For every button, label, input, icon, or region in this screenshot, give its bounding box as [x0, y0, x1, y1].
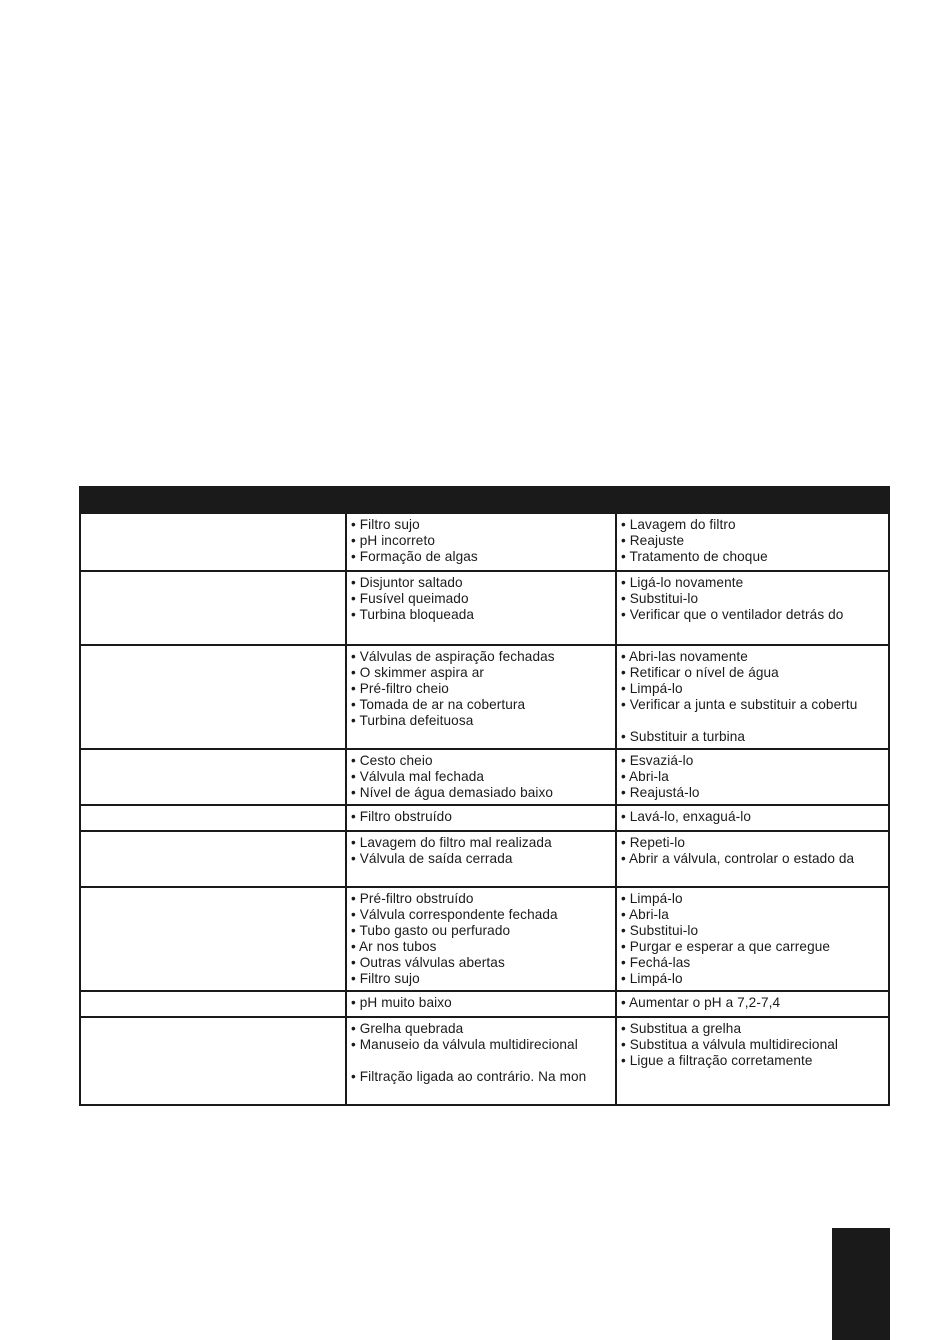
solution-item: • Abrir a válvula, controlar o estado da [621, 851, 855, 866]
problem-cell [81, 1018, 347, 1104]
cause-item [351, 1053, 611, 1069]
problem-cell [81, 806, 347, 830]
cause-cell [347, 992, 617, 1016]
cause-item: • Filtro sujo [351, 517, 420, 532]
solution-item: • Purgar e esperar a que carregue [621, 939, 831, 954]
solution-cell [617, 514, 888, 570]
solution-item: • Abri-las novamente [621, 649, 748, 664]
cause-item: • Outras válvulas abertas [351, 955, 505, 970]
solution-cell [617, 572, 888, 644]
problem-cell [81, 888, 347, 990]
cause-item: • pH incorreto [351, 533, 435, 548]
table-row [81, 570, 888, 644]
table-row [81, 748, 888, 804]
cause-item: • O skimmer aspira ar [351, 665, 484, 680]
solution-cell [617, 646, 888, 748]
page-tab-marker [832, 1228, 890, 1340]
cause-item: • Pré-filtro obstruído [351, 891, 474, 906]
cause-cell [347, 646, 617, 748]
solution-item: • Lavá-lo, enxaguá-lo [621, 809, 752, 824]
cause-item: • Válvula mal fechada [351, 769, 485, 784]
cause-item: • Grelha quebrada [351, 1021, 464, 1036]
troubleshooting-table [79, 486, 890, 1106]
table-row [81, 804, 888, 830]
solution-cell [617, 806, 888, 830]
solution-item: • Substitui-lo [621, 591, 699, 606]
cause-item: • Válvula de saída cerrada [351, 851, 513, 866]
solution-item: • Repeti-lo [621, 835, 686, 850]
cause-cell [347, 888, 617, 990]
cause-item: • Válvulas de aspiração fechadas [351, 649, 555, 664]
cause-item: • Filtro obstruído [351, 809, 452, 824]
table-row [81, 886, 888, 990]
cause-item: • Filtração ligada ao contrário. Na mon [351, 1069, 587, 1084]
solution-item: • Limpá-lo [621, 891, 683, 906]
cause-cell [347, 514, 617, 570]
cause-item: • pH muito baixo [351, 995, 452, 1010]
cause-item: • Pré-filtro cheio [351, 681, 449, 696]
solution-item: • Aumentar o pH a 7,2-7,4 [621, 995, 781, 1010]
cause-item: • Filtro sujo [351, 971, 420, 986]
table-row [81, 514, 888, 570]
problem-cell [81, 832, 347, 886]
solution-item: • Fechá-las [621, 955, 691, 970]
cause-item: • Tomada de ar na cobertura [351, 697, 526, 712]
table-header-bar [81, 488, 888, 514]
solution-cell [617, 832, 888, 886]
table-row [81, 1016, 888, 1104]
solution-item: • Abri-la [621, 907, 669, 922]
cause-item: • Lavagem do filtro mal realizada [351, 835, 552, 850]
solution-item: • Substitua a válvula multidirecional [621, 1037, 839, 1052]
table-body [81, 514, 888, 1104]
cause-item: • Turbina defeituosa [351, 713, 474, 728]
cause-cell [347, 806, 617, 830]
solution-cell [617, 750, 888, 804]
solution-item: • Esvaziá-lo [621, 753, 694, 768]
cause-cell [347, 750, 617, 804]
problem-cell [81, 646, 347, 748]
problem-cell [81, 514, 347, 570]
table-row [81, 830, 888, 886]
cause-item: • Ar nos tubos [351, 939, 437, 954]
solution-item: • Reajuste [621, 533, 685, 548]
solution-item: • Substitui-lo [621, 923, 699, 938]
solution-cell [617, 888, 888, 990]
solution-item: • Lavagem do filtro [621, 517, 736, 532]
solution-item: • Verificar a junta e substituir a cobertu [621, 697, 858, 712]
table-row [81, 990, 888, 1016]
solution-item: • Limpá-lo [621, 971, 683, 986]
solution-cell [617, 992, 888, 1016]
solution-item: • Abri-la [621, 769, 669, 784]
problem-cell [81, 750, 347, 804]
cause-cell [347, 572, 617, 644]
solution-item: • Limpá-lo [621, 681, 683, 696]
cause-item: • Tubo gasto ou perfurado [351, 923, 511, 938]
cause-cell [347, 832, 617, 886]
cause-item: • Formação de algas [351, 549, 478, 564]
cause-cell [347, 1018, 617, 1104]
solution-cell [617, 1018, 888, 1104]
cause-item: • Nível de água demasiado baixo [351, 785, 554, 800]
solution-item: • Tratamento de choque [621, 549, 768, 564]
cause-item: • Válvula correspondente fechada [351, 907, 558, 922]
solution-item: • Ligue a filtração corretamente [621, 1053, 813, 1068]
solution-item: • Verificar que o ventilador detrás do [621, 607, 844, 622]
problem-cell [81, 992, 347, 1016]
solution-item: • Ligá-lo novamente [621, 575, 744, 590]
solution-item: • Substitua a grelha [621, 1021, 742, 1036]
cause-item: • Cesto cheio [351, 753, 433, 768]
cause-item: • Manuseio da válvula multidirecional [351, 1037, 578, 1052]
solution-item: • Retificar o nível de água [621, 665, 779, 680]
solution-item: • Substituir a turbina [621, 729, 746, 744]
cause-item: • Turbina bloqueada [351, 607, 475, 622]
solution-item: • Reajustá-lo [621, 785, 700, 800]
solution-item [621, 713, 884, 729]
cause-item: • Disjuntor saltado [351, 575, 463, 590]
problem-cell [81, 572, 347, 644]
table-row [81, 644, 888, 748]
cause-item: • Fusível queimado [351, 591, 469, 606]
